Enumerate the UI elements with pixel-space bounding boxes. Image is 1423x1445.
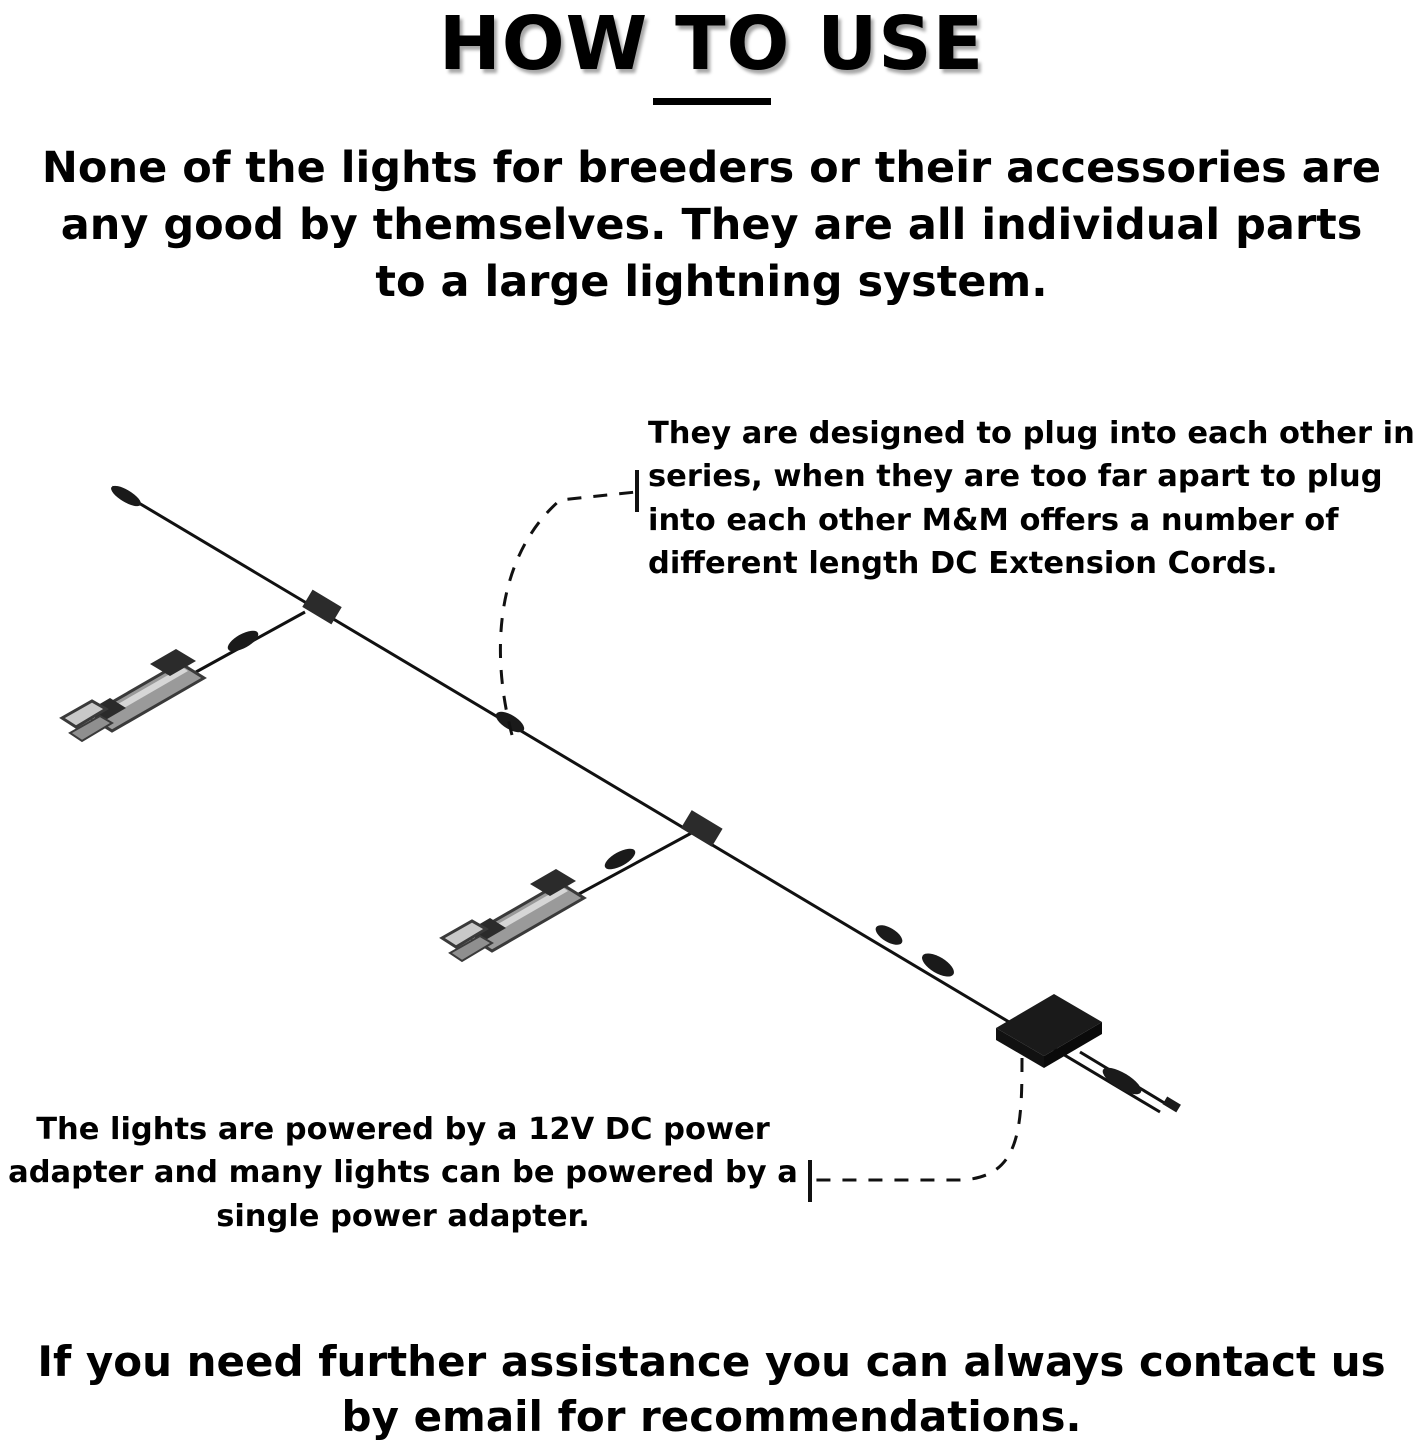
adapter-output-cable: [1080, 1052, 1176, 1110]
led-light-bar-upper: [62, 649, 204, 741]
callout-power-text: The lights are powered by a 12V DC power adapter and many lights can be powered by a single power adapter.: [8, 1112, 798, 1234]
branch-cable-lower: [577, 830, 697, 895]
power-adapter-brick: [996, 994, 1102, 1068]
leader-line-series: [500, 492, 636, 735]
dc-barrel-plug-branch-lower: [602, 845, 639, 874]
branch-cable-upper: [196, 612, 305, 672]
dc-barrel-plug-upper-tip: [108, 482, 143, 510]
callout-series-text: They are designed to plug into each other in series, when they are too far apart to plug into each other M&M offers a number of different length DC Extension Cords.: [648, 416, 1415, 581]
inline-connector-upper: [302, 590, 341, 625]
dc-barrel-plug-output-tip: [1099, 1063, 1181, 1113]
inline-connector-lower: [681, 810, 723, 847]
page-title: HOW TO USE: [438, 1, 985, 87]
dc-barrel-plug-midrun: [493, 708, 528, 736]
intro-paragraph: None of the lights for breeders or their accessories are any good by themselves. They are all individual parts to a large lightning system.: [41, 143, 1382, 308]
leader-line-power: [812, 1058, 1022, 1180]
title-underline: [653, 98, 771, 105]
dc-barrel-plug-branch-upper: [225, 627, 262, 656]
footer-paragraph: If you need further assistance you can always contact us by email for recommendations.: [37, 1337, 1386, 1442]
led-light-bar-lower: [442, 869, 584, 961]
dc-barrel-plug-adapter-input: [873, 921, 958, 981]
